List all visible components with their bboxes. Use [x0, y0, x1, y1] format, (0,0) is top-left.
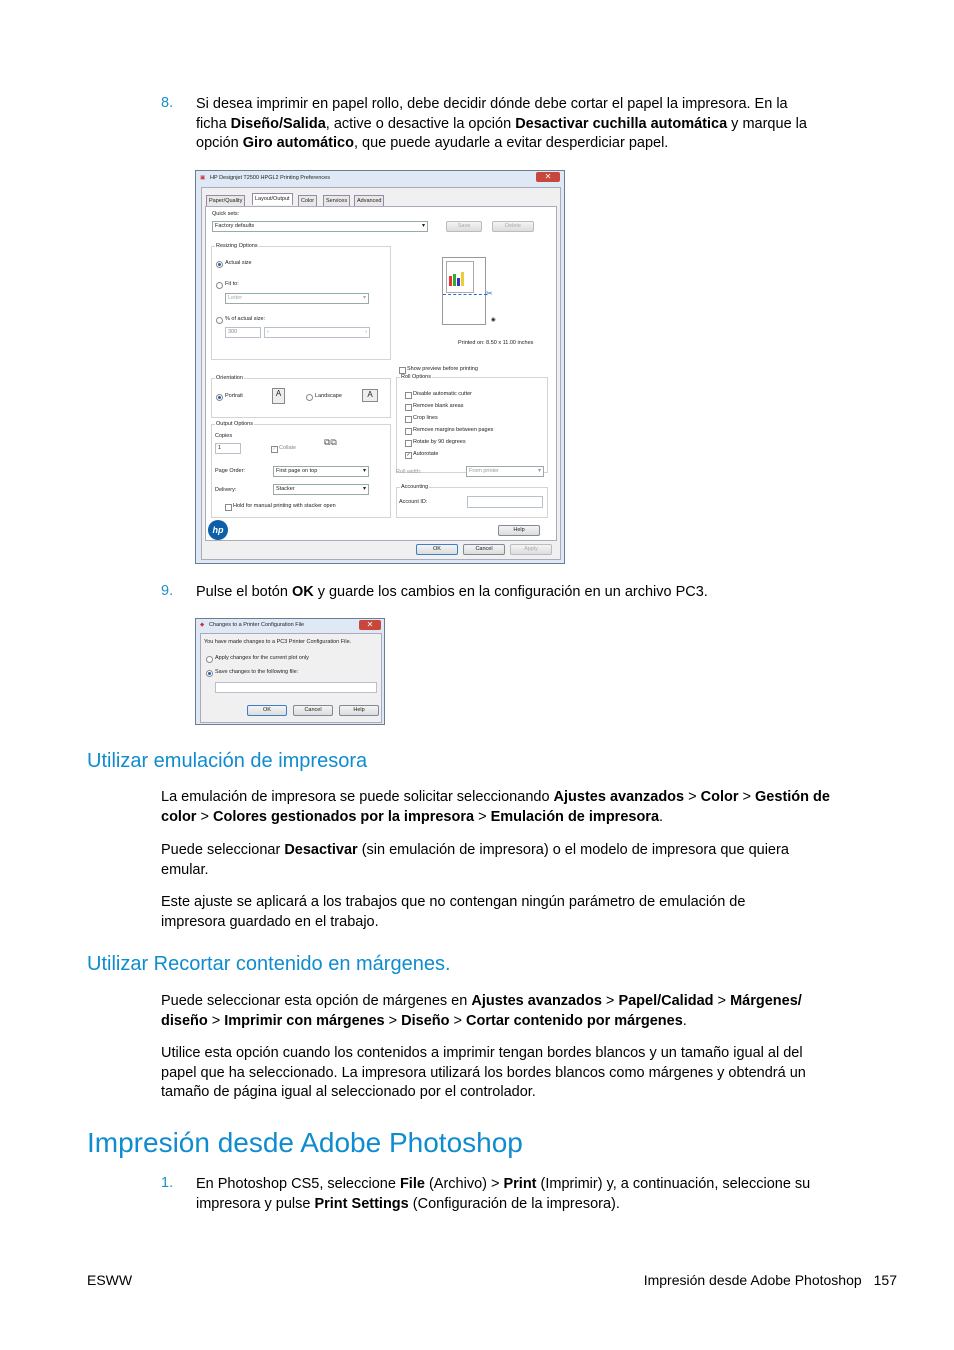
- fit-to-dropdown[interactable]: Letter ▾: [225, 293, 369, 304]
- emulation-paragraph-2: Puede seleccionar Desactivar (sin emulación de impresora) o el modelo de impresora que quiera emular.: [161, 842, 789, 878]
- output-options-group: [211, 421, 391, 518]
- rotate-90-checkbox[interactable]: [405, 440, 412, 447]
- close-button[interactable]: ✕: [359, 620, 381, 630]
- quick-sets-dropdown[interactable]: Factory defaults ▾: [212, 221, 428, 232]
- changes-dialog: [195, 618, 385, 725]
- account-id-label: Account ID:: [399, 499, 428, 505]
- step-1-number: 1.: [161, 1175, 174, 1191]
- portrait-label: Portrait: [225, 393, 243, 399]
- remove-blank-checkbox[interactable]: [405, 404, 412, 411]
- step-8-line-3: opción Giro automático, que puede ayudarle a evitar desperdiciar papel.: [196, 135, 669, 151]
- collate-icon: ⧉⧉: [324, 437, 337, 447]
- hp-logo: hp: [208, 520, 228, 540]
- page-order-label: Page Order:: [215, 468, 245, 474]
- disable-cutter-label: Disable automatic cutter: [413, 391, 472, 397]
- apply-current-radio[interactable]: [206, 656, 213, 663]
- layout-output-panel: [205, 206, 557, 541]
- dialog-title-bar: [196, 171, 564, 185]
- copies-label: Copies: [215, 433, 233, 439]
- section-heading-emulation: Utilizar emulación de impresora: [87, 750, 368, 772]
- step-8-number: 8.: [161, 95, 174, 111]
- crop-lines-label: Crop lines: [413, 415, 438, 421]
- help-button[interactable]: Help: [498, 525, 540, 536]
- roll-options-label: Roll Options: [401, 374, 431, 380]
- page-order-dropdown[interactable]: First page on top ▾: [273, 466, 369, 477]
- tab-advanced[interactable]: Advanced: [354, 195, 384, 207]
- autorotate-label: Autorotate: [413, 451, 439, 457]
- output-options-label: Output Options: [216, 421, 253, 427]
- tab-layout-output[interactable]: Layout/Output: [252, 193, 293, 205]
- step-8-text: [196, 95, 896, 154]
- accounting-group: [396, 484, 548, 518]
- apply-button[interactable]: Apply: [510, 544, 552, 555]
- ok-button[interactable]: OK: [416, 544, 458, 555]
- landscape-label: Landscape: [315, 393, 342, 399]
- page-number: 157: [873, 1272, 897, 1288]
- copies-input[interactable]: 1: [215, 443, 241, 454]
- step-9-text: Pulse el botón OK y guarde los cambios en la configuración en un archivo PC3.: [196, 584, 708, 600]
- tab-color[interactable]: Color: [298, 195, 317, 207]
- step-8-line-1: Si desea imprimir en papel rollo, debe decidir dónde debe cortar el papel la impresora. En la: [196, 96, 788, 112]
- changes-dialog-body: [200, 633, 382, 723]
- section-heading-photoshop: Impresión desde Adobe Photoshop: [87, 1127, 523, 1158]
- hold-manual-checkbox[interactable]: [225, 504, 232, 511]
- orientation-label: Orientation: [216, 375, 243, 381]
- account-id-input[interactable]: [467, 496, 543, 508]
- scissors-icon: ✂: [486, 289, 493, 298]
- tab-paper-quality[interactable]: Paper/Quality: [206, 195, 245, 207]
- save-file-radio[interactable]: [206, 670, 213, 677]
- cancel-button[interactable]: Cancel: [293, 705, 333, 716]
- roll-width-label: Roll width:: [396, 469, 422, 475]
- accounting-label: Accounting: [401, 484, 429, 490]
- dialog-body: [201, 187, 561, 560]
- orientation-group: [211, 375, 391, 418]
- portrait-radio[interactable]: [216, 394, 223, 401]
- ok-button[interactable]: OK: [247, 705, 287, 716]
- step-9-number: 9.: [161, 583, 174, 599]
- resizing-options-group: [211, 243, 391, 360]
- resizing-options-label: Resizing Options: [216, 243, 258, 249]
- delete-button[interactable]: Delete: [492, 221, 534, 232]
- help-button[interactable]: Help: [339, 705, 379, 716]
- actual-size-radio[interactable]: [216, 261, 223, 268]
- autorotate-checkbox[interactable]: ✓: [406, 452, 411, 458]
- section-heading-crop: Utilizar Recortar contenido en márgenes.: [87, 953, 451, 975]
- crop-lines-checkbox[interactable]: [405, 416, 412, 423]
- actual-size-label: Actual size: [225, 260, 252, 266]
- preview-content: [446, 261, 474, 293]
- tab-services[interactable]: Services: [323, 195, 350, 207]
- percent-size-slider[interactable]: ‹ ›: [264, 327, 370, 338]
- remove-blank-label: Remove blank areas: [413, 403, 464, 409]
- crop-paragraph-2: Utilice esta opción cuando los contenidos a imprimir tengan bordes blancos y un tamaño igual al del papel que ha seleccionado. La impresora utilizará los bordes blancos como márgenes y obtendrá un tamaño de página igual al seleccionado por el controlador.: [161, 1045, 806, 1100]
- collate-checkbox[interactable]: ✓: [272, 446, 277, 452]
- save-file-label: Save changes to the following file:: [215, 669, 299, 675]
- percent-size-label: % of actual size:: [225, 316, 266, 322]
- dialog-title: HP Designjet T2500 HPGL2 Printing Preferences: [210, 175, 330, 181]
- crop-paragraph-1: Puede seleccionar esta opción de márgenes en Ajustes avanzados > Papel/Calidad > Márgenes/ diseño > Imprimir con márgenes > Diseño > Cortar contenido por márgenes.: [161, 993, 802, 1029]
- roll-options-group: [396, 374, 548, 473]
- step-1-text: En Photoshop CS5, seleccione File (Archivo) > Print (Imprimir) y, a continuación, seleccione su impresora y pulse Print Settings (Configuración de la impresora).: [196, 1176, 811, 1212]
- percent-size-radio[interactable]: [216, 317, 223, 324]
- hold-manual-label: Hold for manual printing with stacker open: [233, 503, 336, 509]
- save-button[interactable]: Save: [446, 221, 482, 232]
- cancel-button[interactable]: Cancel: [463, 544, 505, 555]
- roll-icon: ◉: [491, 317, 496, 323]
- changes-dialog-title: Changes to a Printer Configuration File: [209, 622, 305, 628]
- printing-preferences-dialog: [195, 170, 565, 564]
- disable-cutter-checkbox[interactable]: [405, 392, 412, 399]
- show-preview-checkbox[interactable]: [399, 367, 406, 374]
- portrait-icon: A: [272, 388, 285, 404]
- delivery-label: Delivery:: [215, 487, 237, 493]
- fit-to-radio[interactable]: [216, 282, 223, 289]
- close-button[interactable]: ✕: [536, 172, 560, 182]
- roll-width-dropdown[interactable]: From printer ▾: [466, 466, 544, 477]
- delivery-dropdown[interactable]: Stacker ▾: [273, 484, 369, 495]
- quick-sets-label: Quick sets:: [212, 211, 240, 217]
- app-icon: ◆: [200, 622, 205, 628]
- remove-margins-label: Remove margins between pages: [413, 427, 494, 433]
- remove-margins-checkbox[interactable]: [405, 428, 412, 435]
- file-path-input[interactable]: [215, 682, 377, 693]
- footer-right: [644, 1272, 897, 1288]
- printed-on-label: Printed on: 8.50 x 11.00 inches: [458, 340, 534, 346]
- emulation-paragraph-3: Este ajuste se aplicará a los trabajos que no contengan ningún parámetro de emulación de impresora guardado en el trabajo.: [161, 894, 746, 930]
- footer-title: Impresión desde Adobe Photoshop: [643, 1272, 862, 1288]
- rotate-90-label: Rotate by 90 degrees: [413, 439, 466, 445]
- printer-icon: ▣: [200, 175, 206, 181]
- fit-to-label: Fit to:: [225, 281, 239, 287]
- landscape-icon: A: [362, 389, 378, 402]
- page-preview: [442, 257, 486, 325]
- step-8-line-2: ficha Diseño/Salida, active o desactive la opción Desactivar cuchilla automática y marque la: [196, 115, 807, 132]
- changes-message: You have made changes to a PC3 Printer Configuration File.: [204, 639, 352, 645]
- emulation-paragraph-1: La emulación de impresora se puede solicitar seleccionando Ajustes avanzados > Color > Gestión de color > Colores gestionados por la impresora > Emulación de impresora.: [161, 789, 830, 825]
- apply-current-label: Apply changes for the current plot only: [215, 655, 309, 661]
- footer-left: ESWW: [87, 1272, 133, 1288]
- percent-size-input[interactable]: 300: [225, 327, 261, 338]
- landscape-radio[interactable]: [306, 394, 313, 401]
- collate-label: Collate: [279, 445, 297, 451]
- show-preview-label: Show preview before printing: [407, 366, 478, 372]
